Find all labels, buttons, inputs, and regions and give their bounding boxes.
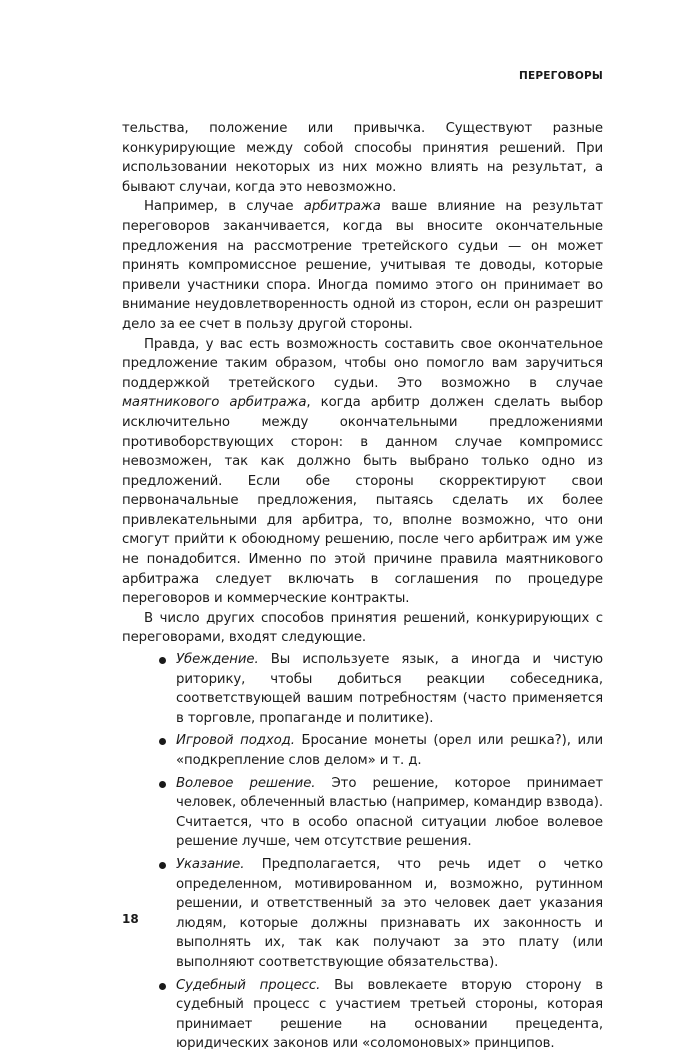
list-item-text: Вы вовлекаете вторую сторону в судебный процесс с участием третьей стороны, которая принимает решение на основании прецедента, юридических законов или «соломоновых» принципов.	[176, 977, 603, 1052]
list-item-term: Указание.	[176, 856, 245, 872]
bullet-icon	[159, 862, 166, 869]
bullet-list	[122, 650, 603, 1054]
bullet-icon	[159, 983, 166, 990]
list-item-term: Судебный процесс.	[176, 977, 321, 993]
page-number: 18	[122, 912, 139, 926]
bullet-icon	[159, 781, 166, 788]
bullet-icon	[159, 738, 166, 745]
list-item-text: Бросание монеты (орел или решка?), или «подкрепление слов делом» и т. д.	[176, 733, 603, 768]
running-head: ПЕРЕГОВОРЫ	[519, 70, 603, 82]
list-item-term: Игровой подход.	[176, 733, 295, 749]
list-item	[176, 855, 603, 973]
page-body	[122, 119, 603, 1057]
list-item-text: Предполагается, что речь идет о четко определенном, мотивированном и, возможно, рутинном решении, и ответственный за это человек дает указания людям, которые должны признавать их законность и выполнять их, так как получают за это плату (или выполняют соответствующие обязательства).	[176, 856, 603, 970]
bullet-icon	[159, 657, 166, 664]
paragraph-3	[122, 335, 603, 609]
list-item	[176, 731, 603, 770]
list-item-text: Вы используете язык, а иногда и чистую риторику, чтобы добиться реакции собеседника, соответствующей вашим потребностям (часто применяется в торговле, пропаганде и политике).	[176, 652, 603, 726]
list-item-term: Волевое решение.	[176, 775, 316, 791]
paragraph-3-rest: , когда арбитр должен сделать выбор исключительно между окончательными предложениями противоборствующих сторон: в данном случае компромисс невозможен, так как должно быть выбрано только одно из предложений. Если обе стороны скорректируют свои первоначальные предложения, пытаясь сделать их более привлекательными для арбитра, то, вполне возможно, что они смогут прийти к обоюдному решению, после чего арбитраж им уже не понадобится. Именно по этой причине правила маятникового арбитража следует включать в соглашения по процедуре переговоров и коммерческие контракты.	[122, 395, 603, 607]
list-item-term: Убеждение.	[176, 652, 259, 668]
term-arbitration: арбитража	[303, 199, 381, 215]
list-item	[176, 774, 603, 852]
list-item	[176, 650, 603, 728]
paragraph-1: тельства, положение или привычка. Существуют разные конкурирующие между собой способы принятия решений. При использовании некоторых из них можно влиять на результат, а бывают случаи, когда это невозможно.	[122, 121, 603, 195]
paragraph-3-lead: Правда, у вас есть возможность составить свое окончательное предложение таким образом, чтобы оно помогло вам заручиться поддержкой третейского судьи. Это возможно в случае	[122, 336, 603, 391]
paragraph-4: В число других способов принятия решений, конкурирующих с переговорами, входят следующие.	[122, 610, 603, 646]
paragraph-2-rest: ваше влияние на результат переговоров заканчивается, когда вы вносите окончательные предложения на рассмотрение третейского судьи — он может принять компромиссное решение, учитывая те доводы, которые привели участники спора. Иногда помимо этого он принимает во внимание неудовлетворенность одной из сторон, если он разрешит дело за ее счет в пользу другой стороны.	[122, 199, 603, 332]
paragraph-2-lead: Например, в случае	[144, 199, 304, 215]
paragraph-2	[122, 197, 603, 334]
list-item-text: Это решение, которое принимает человек, облеченный властью (например, командир взвода). Считается, что в особо опасной ситуации любое волевое решение лучше, чем отсутствие решения.	[176, 775, 603, 850]
list-item	[176, 976, 603, 1054]
term-pendulum-arbitration: маятникового арбитража	[122, 395, 307, 411]
